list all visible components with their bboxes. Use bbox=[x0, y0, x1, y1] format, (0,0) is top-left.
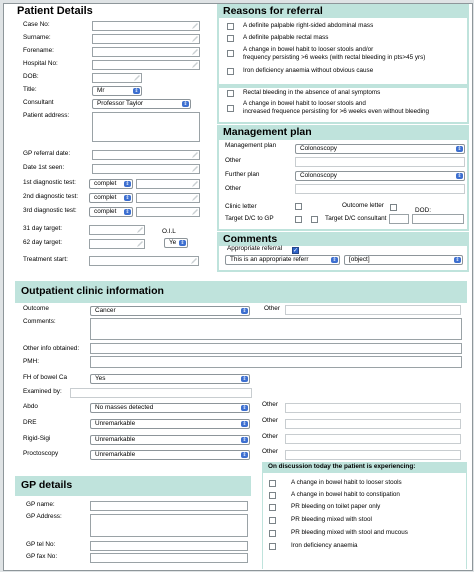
updown-arrow-icon: ⇕ bbox=[242, 421, 247, 427]
treatment-start-label: Treatment start: bbox=[23, 256, 68, 263]
discussion-title: On discussion today the patient is experiencing: bbox=[268, 463, 416, 470]
updown-arrow-icon: ⇕ bbox=[455, 257, 460, 263]
plan-other-label: Other bbox=[225, 157, 241, 164]
gp-fax-field[interactable] bbox=[90, 553, 248, 563]
reason-checkbox-6[interactable] bbox=[227, 105, 234, 112]
reason-label-6a: A change in bowel habit to looser stools and bbox=[243, 100, 366, 107]
pencil-icon bbox=[137, 241, 143, 247]
pencil-icon bbox=[192, 195, 198, 201]
pencil-icon bbox=[192, 49, 198, 55]
reasons-list-top bbox=[219, 18, 467, 84]
patient-details-section bbox=[7, 7, 214, 277]
plan-value: Colonoscopy bbox=[300, 145, 337, 152]
patient-details-title: Patient Details bbox=[17, 5, 93, 17]
outpatient-title: Outpatient clinic information bbox=[21, 285, 164, 297]
updown-arrow-icon: ⇕ bbox=[242, 376, 247, 382]
discussion-label-1: A change in bowel habit to looser stools bbox=[291, 479, 402, 486]
gp-address-field[interactable] bbox=[90, 514, 248, 537]
pencil-icon bbox=[192, 209, 198, 215]
pencil-icon bbox=[192, 181, 198, 187]
diag3-select[interactable] bbox=[89, 207, 133, 217]
updown-arrow-icon: ⇕ bbox=[457, 173, 462, 179]
abdo-label: Abdo bbox=[23, 403, 38, 410]
comments-body bbox=[219, 246, 467, 270]
rigid-other-field[interactable] bbox=[285, 434, 461, 444]
updown-arrow-icon: ⇕ bbox=[242, 452, 247, 458]
dre-select[interactable] bbox=[90, 419, 250, 429]
discussion-checkbox-1[interactable] bbox=[269, 480, 276, 487]
date-1st-seen-label: Date 1st seen: bbox=[23, 164, 65, 171]
updown-arrow-icon: ⇕ bbox=[242, 405, 247, 411]
outcome-other-label: Other bbox=[264, 305, 280, 312]
dre-other-field[interactable] bbox=[285, 419, 461, 429]
dre-label: DRE bbox=[23, 419, 37, 426]
consultant-select[interactable] bbox=[92, 99, 191, 109]
comments-select-2[interactable] bbox=[344, 255, 463, 265]
discussion-label-3: PR bleeding on toilet paper only bbox=[291, 503, 381, 510]
fh-select[interactable] bbox=[90, 374, 250, 384]
reason-checkbox-2[interactable] bbox=[227, 35, 234, 42]
oil-label: O.I.L bbox=[162, 228, 176, 235]
discussion-label-4: PR bleeding mixed with stool bbox=[291, 516, 372, 523]
target-consultant-checkbox[interactable] bbox=[311, 216, 318, 223]
reasons-section bbox=[217, 4, 469, 124]
forename-field[interactable] bbox=[92, 47, 200, 57]
day62-label: 62 day target: bbox=[23, 239, 63, 246]
reason-label-3b: frequency persisting >6 weeks (with rectal bleeding in pts>45 yrs) bbox=[243, 54, 426, 61]
clinic-letter-checkbox[interactable] bbox=[295, 203, 302, 210]
gp-tel-field[interactable] bbox=[90, 541, 248, 551]
discussion-label-6: Iron deficiency anaemia bbox=[291, 542, 358, 549]
discussion-label-2: A change in bowel habit to constipation bbox=[291, 491, 400, 498]
further-plan-select[interactable] bbox=[295, 171, 465, 181]
date-1st-seen-field[interactable] bbox=[92, 164, 200, 174]
reasons-title: Reasons for referral bbox=[223, 5, 323, 17]
management-section bbox=[217, 125, 469, 231]
title-label: Title: bbox=[23, 86, 37, 93]
fh-value: Yes bbox=[95, 375, 106, 382]
abdo-select[interactable] bbox=[90, 403, 250, 413]
rigid-sigi-select[interactable] bbox=[90, 435, 250, 445]
pencil-icon bbox=[137, 227, 143, 233]
reason-label-3a: A change in bowel habit to looser stools and/or bbox=[243, 46, 374, 53]
pmh-label: PMH: bbox=[23, 358, 39, 365]
pencil-icon bbox=[192, 23, 198, 29]
appropriate-referral-checkbox[interactable]: ✓ bbox=[293, 248, 299, 254]
reasons-list-bottom bbox=[219, 88, 467, 122]
pencil-icon bbox=[192, 152, 198, 158]
further-other-field[interactable] bbox=[295, 184, 465, 194]
reason-checkbox-5[interactable] bbox=[227, 90, 234, 97]
outpatient-comments-field[interactable] bbox=[90, 318, 462, 340]
outcome-letter-checkbox[interactable] bbox=[390, 204, 397, 211]
procto-other-label: Other bbox=[262, 448, 278, 455]
oil-select[interactable] bbox=[164, 238, 188, 248]
diag3-label: 3rd diagnostic test: bbox=[23, 207, 77, 214]
outcome-value: Cancer bbox=[95, 307, 116, 314]
proctoscopy-label: Proctoscopy bbox=[23, 450, 59, 457]
outcome-other-field[interactable] bbox=[285, 305, 461, 315]
forename-label: Forename: bbox=[23, 47, 54, 54]
hospital-no-field[interactable] bbox=[92, 60, 200, 70]
comments-section bbox=[217, 232, 469, 272]
updown-arrow-icon: ⇕ bbox=[457, 146, 462, 152]
discussion-checkbox-2[interactable] bbox=[269, 492, 276, 499]
rigid-other-label: Other bbox=[262, 433, 278, 440]
proctoscopy-value: Unremarkable bbox=[95, 451, 136, 458]
pencil-icon bbox=[134, 75, 140, 81]
title-select-value: Mr bbox=[97, 87, 105, 94]
management-title: Management plan bbox=[223, 126, 312, 138]
updown-arrow-icon: ⇕ bbox=[134, 88, 139, 94]
reason-checkbox-4[interactable] bbox=[227, 68, 234, 75]
diag2-label: 2nd diagnostic test: bbox=[23, 193, 79, 200]
pencil-icon bbox=[191, 258, 197, 264]
rigid-sigi-label: Rigid-Sigi bbox=[23, 435, 51, 442]
consultant-select-value: Professor Taylor bbox=[97, 100, 144, 107]
outpatient-comments-label: Comments: bbox=[23, 318, 56, 325]
discussion-section bbox=[262, 462, 467, 569]
updown-arrow-icon: ⇕ bbox=[125, 195, 130, 201]
surname-field[interactable] bbox=[92, 34, 200, 44]
outcome-letter-label: Outcome letter bbox=[342, 202, 384, 209]
target-consultant-label: Target D/C consultant bbox=[325, 215, 387, 222]
target-gp-label: Target D/C to GP bbox=[225, 215, 274, 222]
dob-field[interactable] bbox=[92, 73, 142, 83]
management-body bbox=[219, 140, 467, 229]
dob-label: DOB: bbox=[23, 73, 39, 80]
gp-name-field[interactable] bbox=[90, 501, 248, 511]
rigid-sigi-value: Unremarkable bbox=[95, 436, 136, 443]
surname-label: Surname: bbox=[23, 34, 51, 41]
discussion-body bbox=[263, 473, 466, 569]
abdo-other-field[interactable] bbox=[285, 403, 461, 413]
gp-referral-date-field[interactable] bbox=[92, 150, 200, 160]
reason-checkbox-3[interactable] bbox=[227, 50, 234, 57]
gp-details-title: GP details bbox=[21, 479, 73, 491]
diag3-value: complet bbox=[94, 208, 117, 215]
pencil-icon bbox=[192, 62, 198, 68]
diag2-value: complet bbox=[94, 194, 117, 201]
diag1-date-field[interactable] bbox=[136, 179, 200, 189]
procto-other-field[interactable] bbox=[285, 450, 461, 460]
abdo-other-label: Other bbox=[262, 401, 278, 408]
treatment-start-field[interactable] bbox=[89, 256, 199, 266]
plan-other-field[interactable] bbox=[295, 157, 465, 167]
fh-label: FH of bowel Ca bbox=[23, 374, 68, 381]
gp-fax-label: GP fax No: bbox=[26, 553, 58, 560]
hospital-no-label: Hospital No: bbox=[23, 60, 58, 67]
dod-field[interactable] bbox=[412, 214, 464, 224]
further-other-label: Other bbox=[225, 185, 241, 192]
diag3-date-field[interactable] bbox=[136, 207, 200, 217]
consultant-label: Consultant bbox=[23, 99, 54, 106]
discussion-checkbox-3[interactable] bbox=[269, 504, 276, 511]
examined-by-label: Examined by: bbox=[23, 388, 62, 395]
updown-arrow-icon: ⇕ bbox=[125, 181, 130, 187]
comments-select-2-value: [object] bbox=[349, 256, 370, 263]
case-no-field[interactable] bbox=[92, 21, 200, 31]
reason-label-4: Iron deficiency anaemia without obvious cause bbox=[243, 67, 374, 74]
further-plan-label: Further plan bbox=[225, 171, 260, 178]
dre-value: Unremarkable bbox=[95, 420, 136, 427]
dre-other-label: Other bbox=[262, 417, 278, 424]
discussion-checkbox-6[interactable] bbox=[269, 543, 276, 550]
outcome-label: Outcome bbox=[23, 305, 49, 312]
comments-title: Comments bbox=[223, 233, 278, 245]
patient-address-label: Patient address: bbox=[23, 112, 70, 119]
comments-select-1-value: This is an appropriate referr bbox=[230, 256, 309, 263]
dod-label: DOD: bbox=[415, 207, 431, 214]
other-info-field[interactable] bbox=[90, 343, 462, 354]
proctoscopy-select[interactable] bbox=[90, 450, 250, 460]
reason-label-6b: increased frequence persisting for >6 weeks even without bleeding bbox=[243, 108, 430, 115]
target-gp-checkbox[interactable] bbox=[295, 216, 302, 223]
pencil-icon bbox=[192, 166, 198, 172]
day31-field[interactable] bbox=[89, 225, 145, 235]
day62-field[interactable] bbox=[89, 239, 145, 249]
oil-value: Ye bbox=[169, 239, 177, 246]
updown-arrow-icon: ⇕ bbox=[332, 257, 337, 263]
examined-by-field[interactable] bbox=[70, 388, 252, 398]
reason-label-2: A definite palpable rectal mass bbox=[243, 34, 329, 41]
further-plan-value: Colonoscopy bbox=[300, 172, 337, 179]
title-select[interactable] bbox=[92, 86, 142, 96]
outcome-select[interactable] bbox=[90, 306, 250, 316]
gp-name-label: GP name: bbox=[26, 501, 55, 508]
gp-referral-date-label: GP referral date: bbox=[23, 150, 71, 157]
plan-label: Management plan bbox=[225, 142, 277, 149]
updown-arrow-icon: ⇕ bbox=[242, 308, 247, 314]
diag1-label: 1st diagnostic test: bbox=[23, 179, 76, 186]
updown-arrow-icon: ⇕ bbox=[125, 209, 130, 215]
day31-label: 31 day target: bbox=[23, 225, 63, 232]
abdo-value: No masses detected bbox=[95, 404, 154, 411]
reason-label-5: Rectal bleeding in the absence of anal symptoms bbox=[243, 89, 381, 96]
discussion-checkbox-5[interactable] bbox=[269, 530, 276, 537]
diag1-value: complet bbox=[94, 180, 117, 187]
appropriate-referral-label: Appropriate referral bbox=[227, 245, 283, 252]
clinic-letter-label: Clinic letter bbox=[225, 203, 257, 210]
outpatient-header bbox=[15, 281, 467, 303]
diag2-date-field[interactable] bbox=[136, 193, 200, 203]
case-no-label: Case No: bbox=[23, 21, 50, 28]
discussion-checkbox-4[interactable] bbox=[269, 517, 276, 524]
diag2-select[interactable] bbox=[89, 193, 133, 203]
gp-details-header bbox=[15, 476, 251, 496]
updown-arrow-icon: ⇕ bbox=[242, 437, 247, 443]
updown-arrow-icon: ⇕ bbox=[183, 101, 188, 107]
patient-address-field[interactable] bbox=[92, 112, 200, 142]
reason-label-1: A definite palpable right-sided abdominal mass bbox=[243, 22, 374, 29]
plan-select[interactable] bbox=[295, 144, 465, 154]
pmh-field[interactable] bbox=[90, 356, 462, 368]
gp-address-label: GP Address: bbox=[26, 513, 62, 520]
discussion-label-5: PR bleeding mixed with stool and mucous bbox=[291, 529, 408, 536]
other-info-label: Other info obtained: bbox=[23, 345, 80, 352]
target-consultant-field[interactable] bbox=[389, 214, 409, 224]
reason-checkbox-1[interactable] bbox=[227, 23, 234, 30]
gp-tel-label: GP tel No: bbox=[26, 541, 56, 548]
diag1-select[interactable] bbox=[89, 179, 133, 189]
pencil-icon bbox=[192, 36, 198, 42]
comments-select-1[interactable] bbox=[225, 255, 340, 265]
updown-arrow-icon: ⇕ bbox=[180, 240, 185, 246]
